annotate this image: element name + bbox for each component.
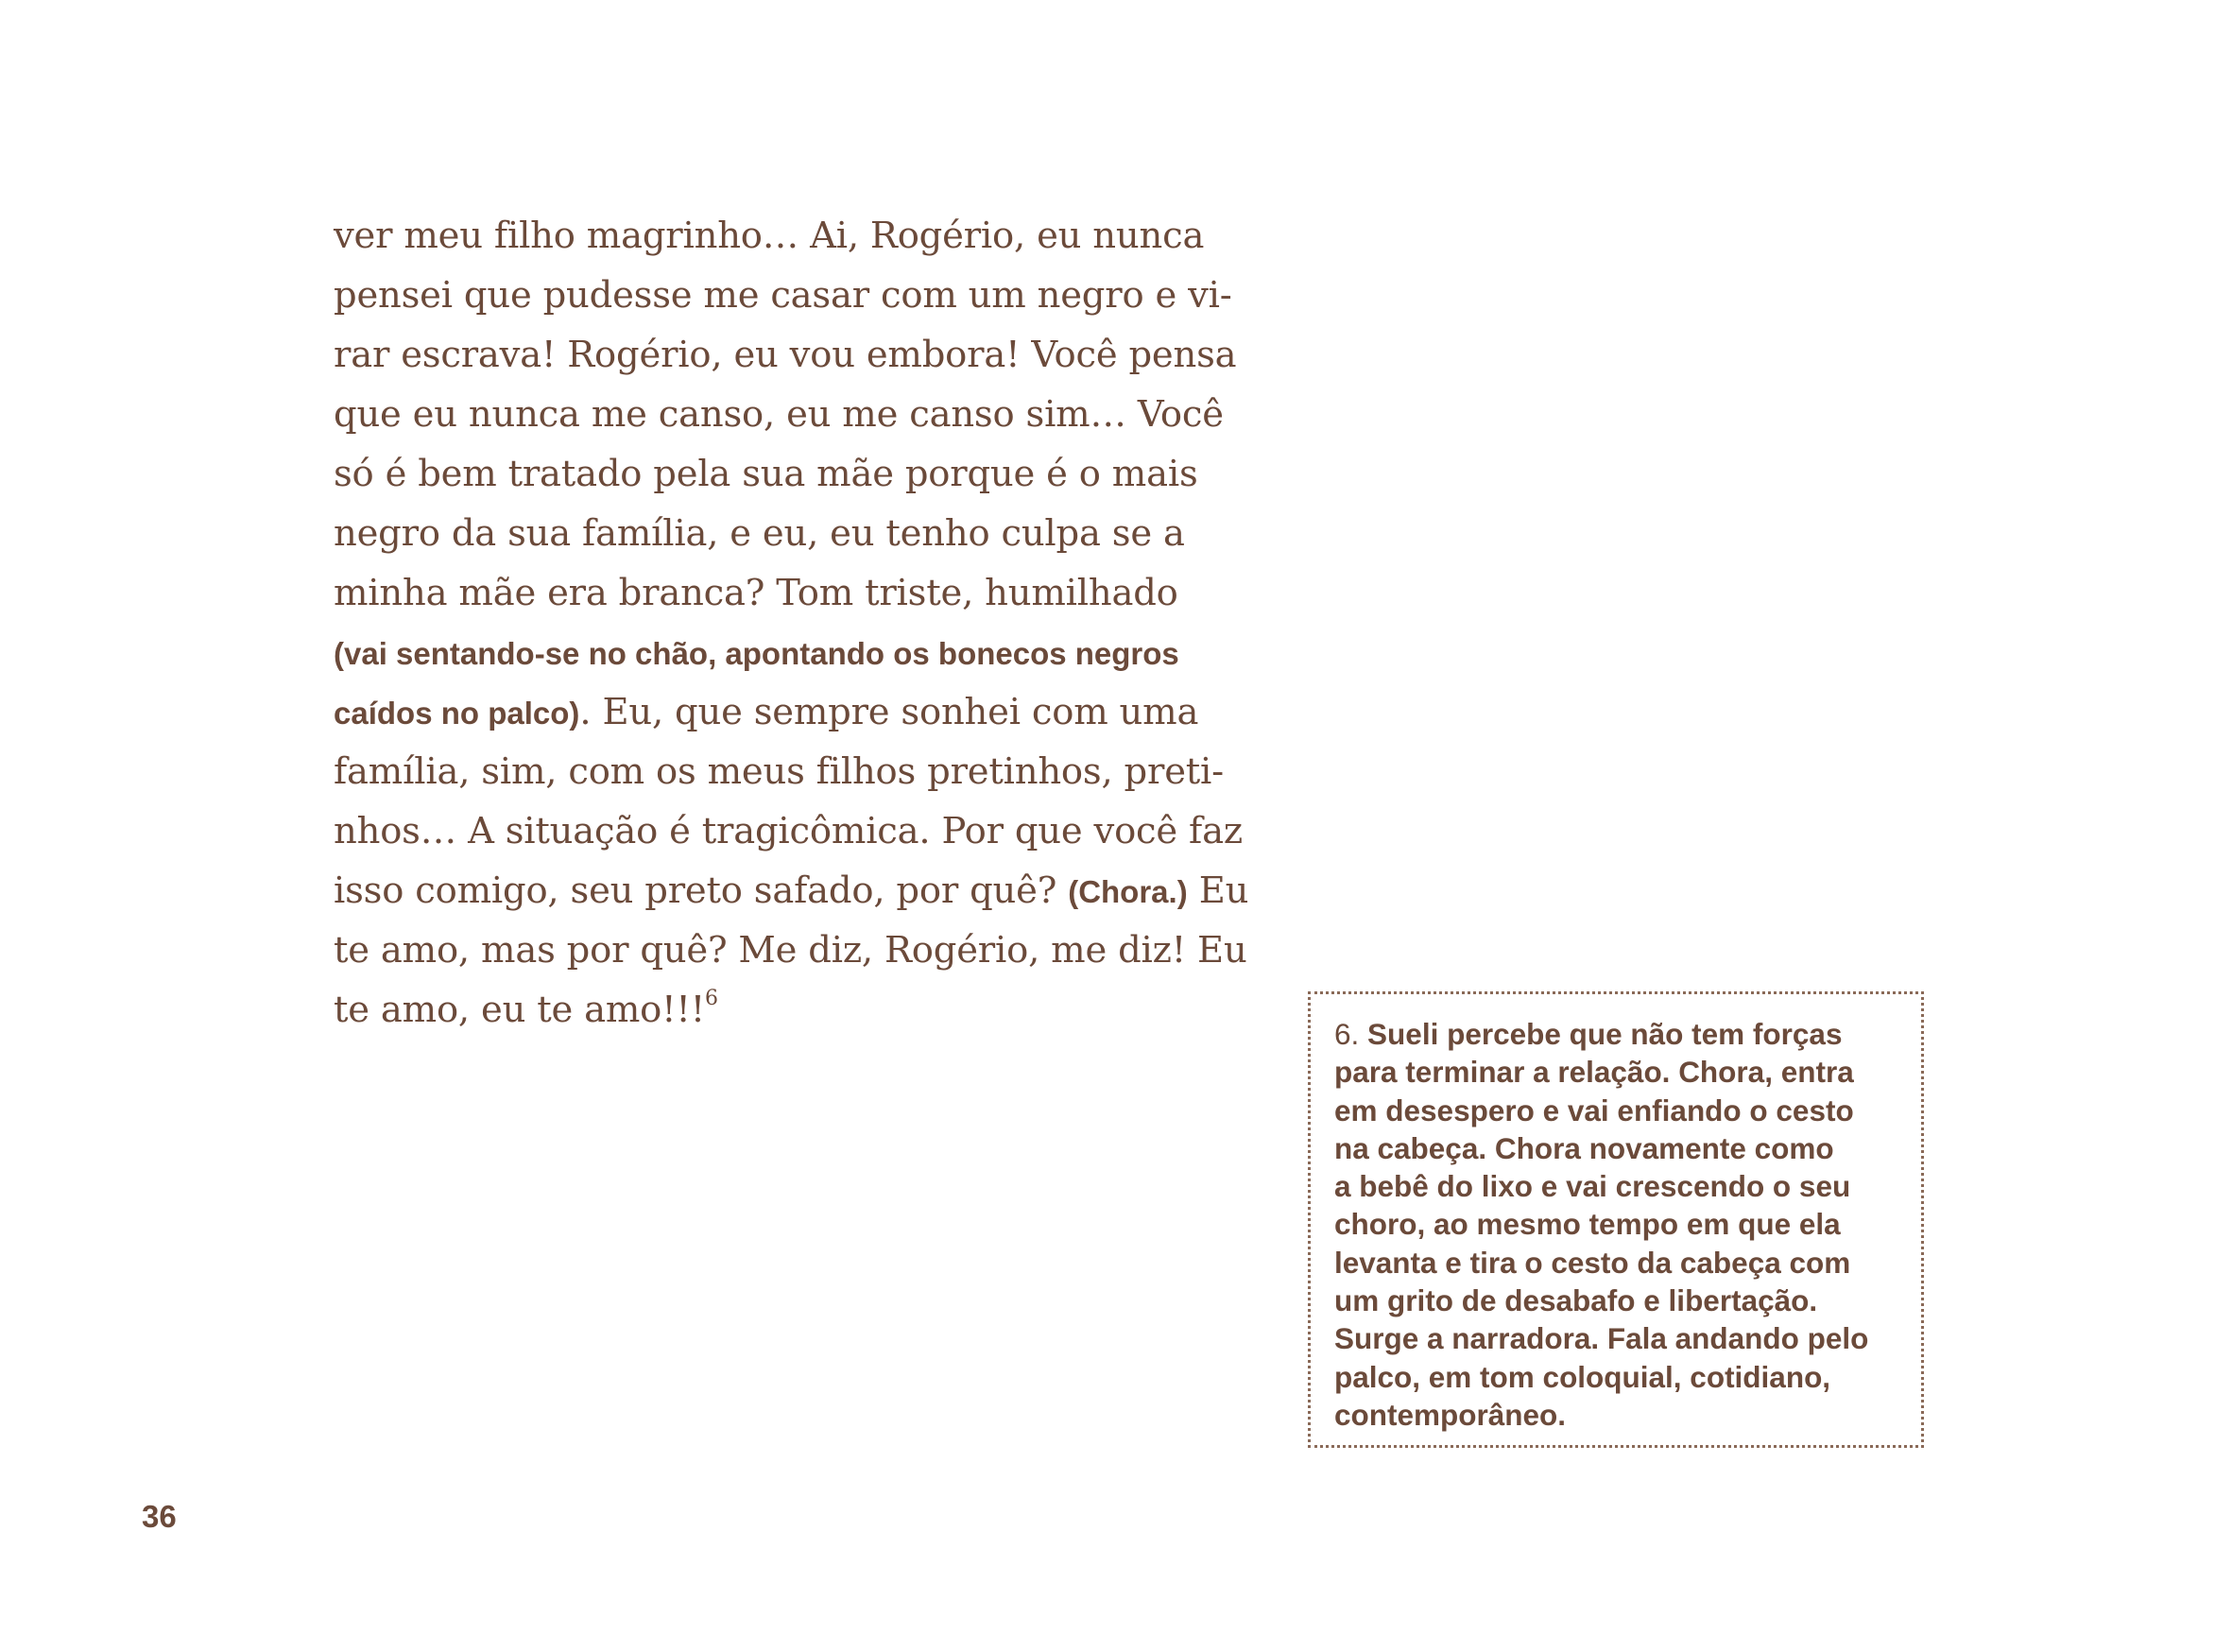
footnote-line-text: Sueli percebe que não tem forças <box>1367 1017 1843 1051</box>
footnote-line <box>1334 1015 1902 1053</box>
body-line <box>334 980 1165 1040</box>
body-line <box>334 682 1199 742</box>
body-line: família, sim, com os meus filhos pretinhos, preti- <box>334 750 1224 793</box>
body-text <box>334 206 1249 1040</box>
footnote-number: 6. <box>1334 1017 1360 1051</box>
footnote-line: Surge a narradora. Fala andando pelo <box>1334 1321 1869 1356</box>
footnote-line: levanta e tira o cesto da cabeça com <box>1334 1245 1851 1280</box>
body-text-span: Eu <box>1187 869 1249 912</box>
footnote-line: para terminar a relação. Chora, entra <box>1334 1055 1854 1090</box>
footnote-box <box>1308 991 1924 1448</box>
body-line: te amo, mas por quê? Me diz, Rogério, me diz! Eu <box>334 929 1247 972</box>
body-line: negro da sua família, e eu, eu tenho culpa se a <box>334 512 1185 555</box>
body-text-span: isso comigo, seu preto safado, por quê? <box>334 869 1069 912</box>
footnote-line: em desespero e vai enfiando o cesto <box>1334 1093 1854 1127</box>
body-line: pensei que pudesse me casar com um negro e vi- <box>334 274 1232 317</box>
footnote-line: contemporâneo. <box>1334 1397 1567 1432</box>
body-line: só é bem tratado pela sua mãe porque é o mais <box>334 453 1198 495</box>
body-line <box>334 861 1249 921</box>
stage-direction: caídos no palco) <box>334 696 580 731</box>
body-line: minha mãe era branca? Tom triste, humilhado <box>334 572 1178 614</box>
footnote-line: um grito de desabafo e libertação. <box>1334 1283 1818 1318</box>
body-line: nhos… A situação é tragicômica. Por que você faz <box>334 810 1243 852</box>
footnote-text <box>1334 1015 1902 1434</box>
stage-direction: (Chora.) <box>1068 874 1188 909</box>
body-text-span: . Eu, que sempre sonhei com uma <box>579 691 1199 733</box>
page-number: 36 <box>142 1499 177 1534</box>
footnote-line: choro, ao mesmo tempo em que ela <box>1334 1207 1841 1242</box>
stage-direction: (vai sentando-se no chão, apontando os bonecos negros <box>334 636 1179 671</box>
body-line: rar escrava! Rogério, eu vou embora! Você pensa <box>334 334 1237 376</box>
footnote-line: a bebê do lixo e vai crescendo o seu <box>1334 1169 1851 1204</box>
footnote-line: palco, em tom coloquial, cotidiano, <box>1334 1359 1831 1394</box>
body-line: que eu nunca me canso, eu me canso sim… Você <box>334 393 1224 436</box>
footnote-line: na cabeça. Chora novamente como <box>1334 1130 1834 1165</box>
body-line: ver meu filho magrinho… Ai, Rogério, eu nunca <box>334 215 1205 257</box>
body-text-span: te amo, eu te amo!!! <box>334 989 705 1031</box>
footnote-reference[interactable]: 6 <box>704 987 718 1011</box>
stage-direction-line <box>334 623 1179 682</box>
